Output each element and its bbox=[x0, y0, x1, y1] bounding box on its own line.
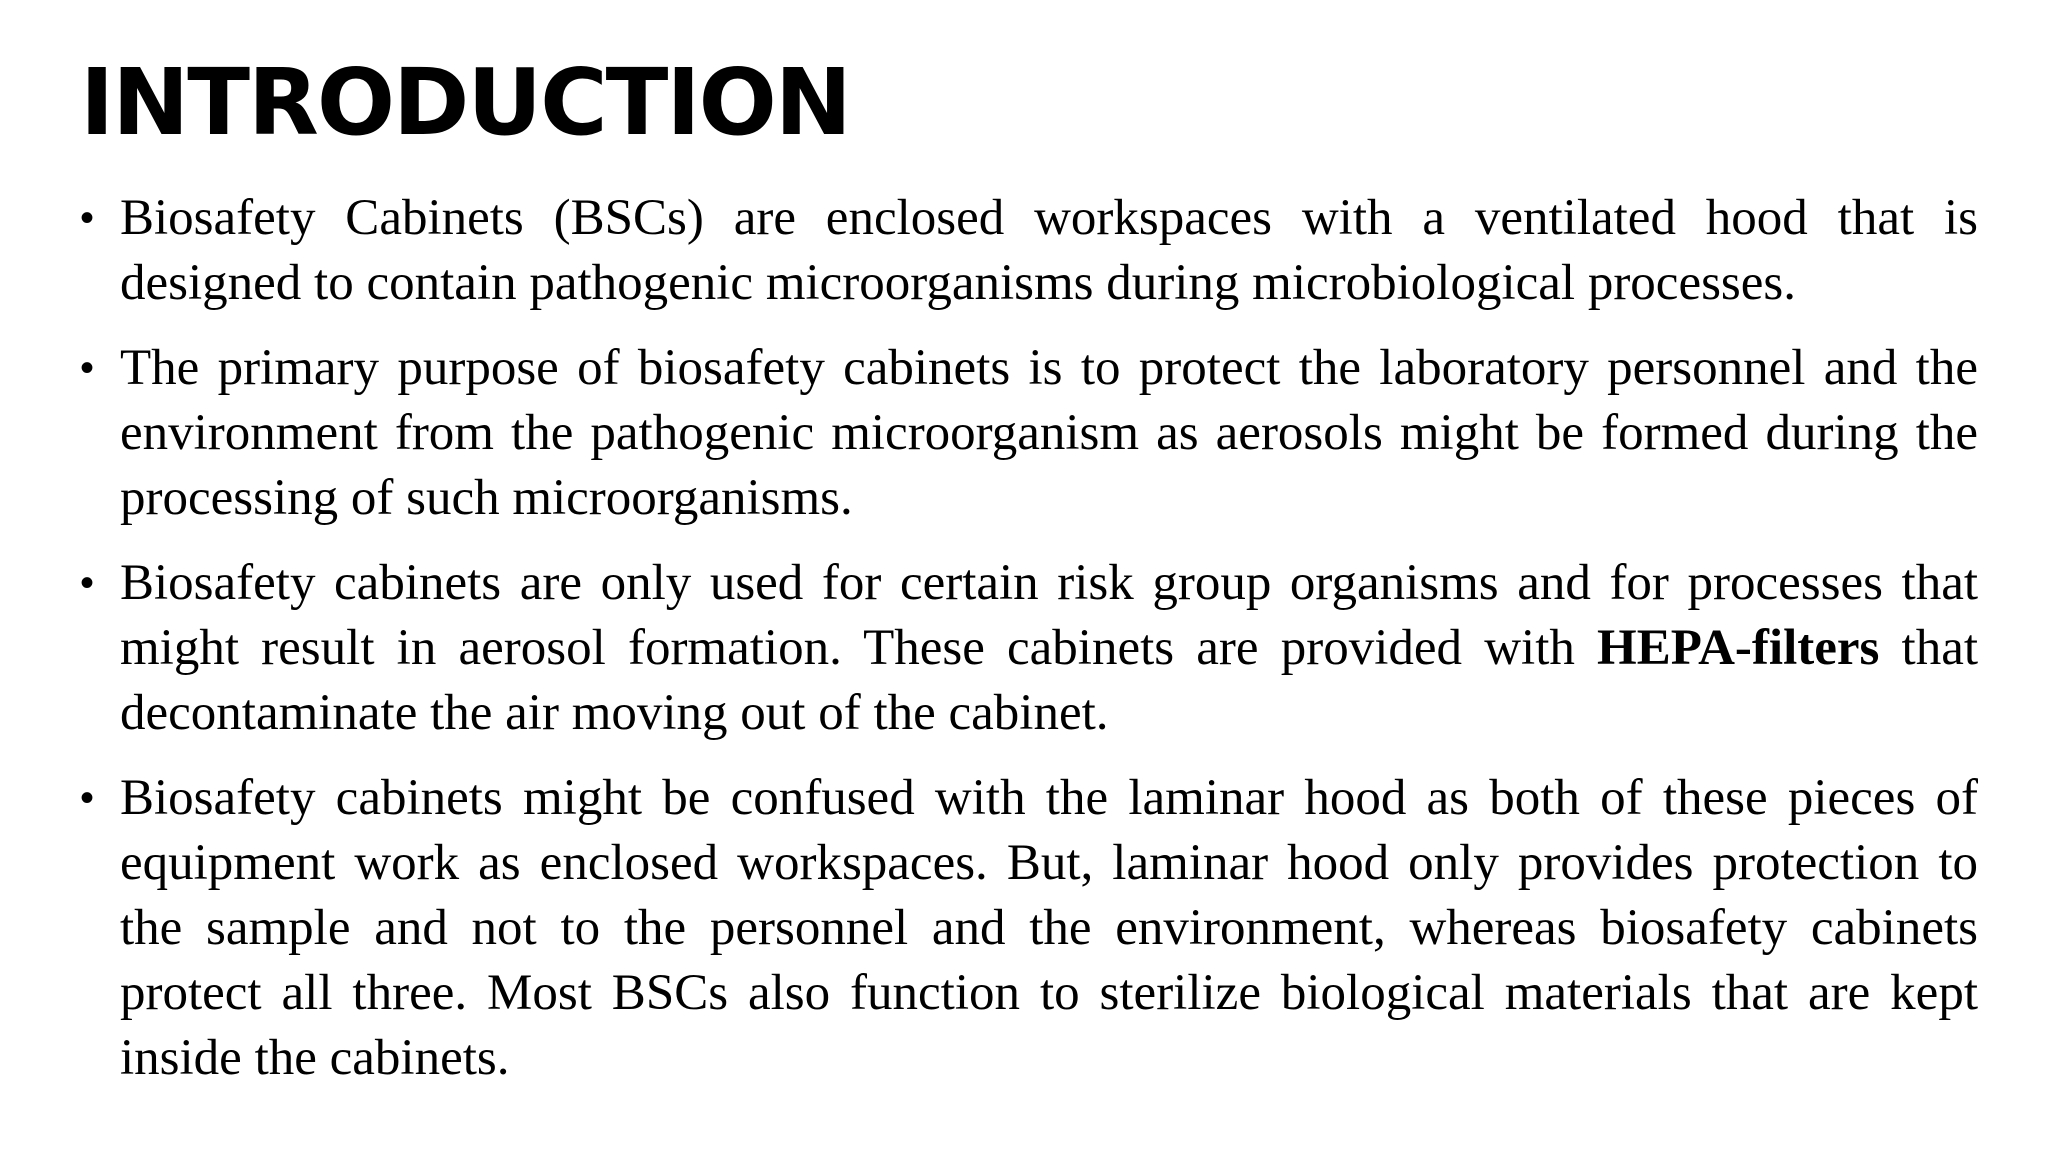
bullet-item-primary-purpose bbox=[80, 336, 1978, 531]
bullet-text-bold: HEPA-filters bbox=[1597, 620, 1880, 676]
bullet-text: The primary purpose of biosafety cabinets is to protect the laboratory personnel and the environment from the pathogenic microorganism as aerosols might be formed during the processing of such microorganisms. bbox=[120, 340, 1978, 526]
bullet-icon: • bbox=[80, 561, 95, 605]
bullet-text: Biosafety cabinets might be confused with the laminar hood as both of these pieces of equipment work as enclosed workspaces. But, laminar hood only provides protection to the sample and not to the personnel and the environment, whereas biosafety cabinets protect all three. Most BSCs also function to sterilize biological materials that are kept inside the cabinets. bbox=[120, 770, 1978, 1086]
bullet-text-before: Biosafety cabinets are only used for certain risk group organisms and for processes that might result in aerosol formation. These cabinets are provided with bbox=[120, 555, 1978, 676]
bullet-icon: • bbox=[80, 346, 95, 390]
bullet-item-bsc-definition bbox=[80, 186, 1978, 316]
bullet-item-hepa-filters bbox=[80, 551, 1978, 746]
bullet-icon: • bbox=[80, 196, 95, 240]
bullet-icon: • bbox=[80, 776, 95, 820]
bullet-item-laminar-hood bbox=[80, 766, 1978, 1091]
bullet-text-after: that decontaminate the air moving out of the cabinet. bbox=[120, 620, 1978, 741]
slide-title: INTRODUCTION bbox=[80, 49, 850, 156]
bullet-text: Biosafety Cabinets (BSCs) are enclosed workspaces with a ventilated hood that is designed to contain pathogenic microorganisms during microbiological processes. bbox=[120, 190, 1978, 311]
bullet-list bbox=[80, 186, 1978, 1111]
